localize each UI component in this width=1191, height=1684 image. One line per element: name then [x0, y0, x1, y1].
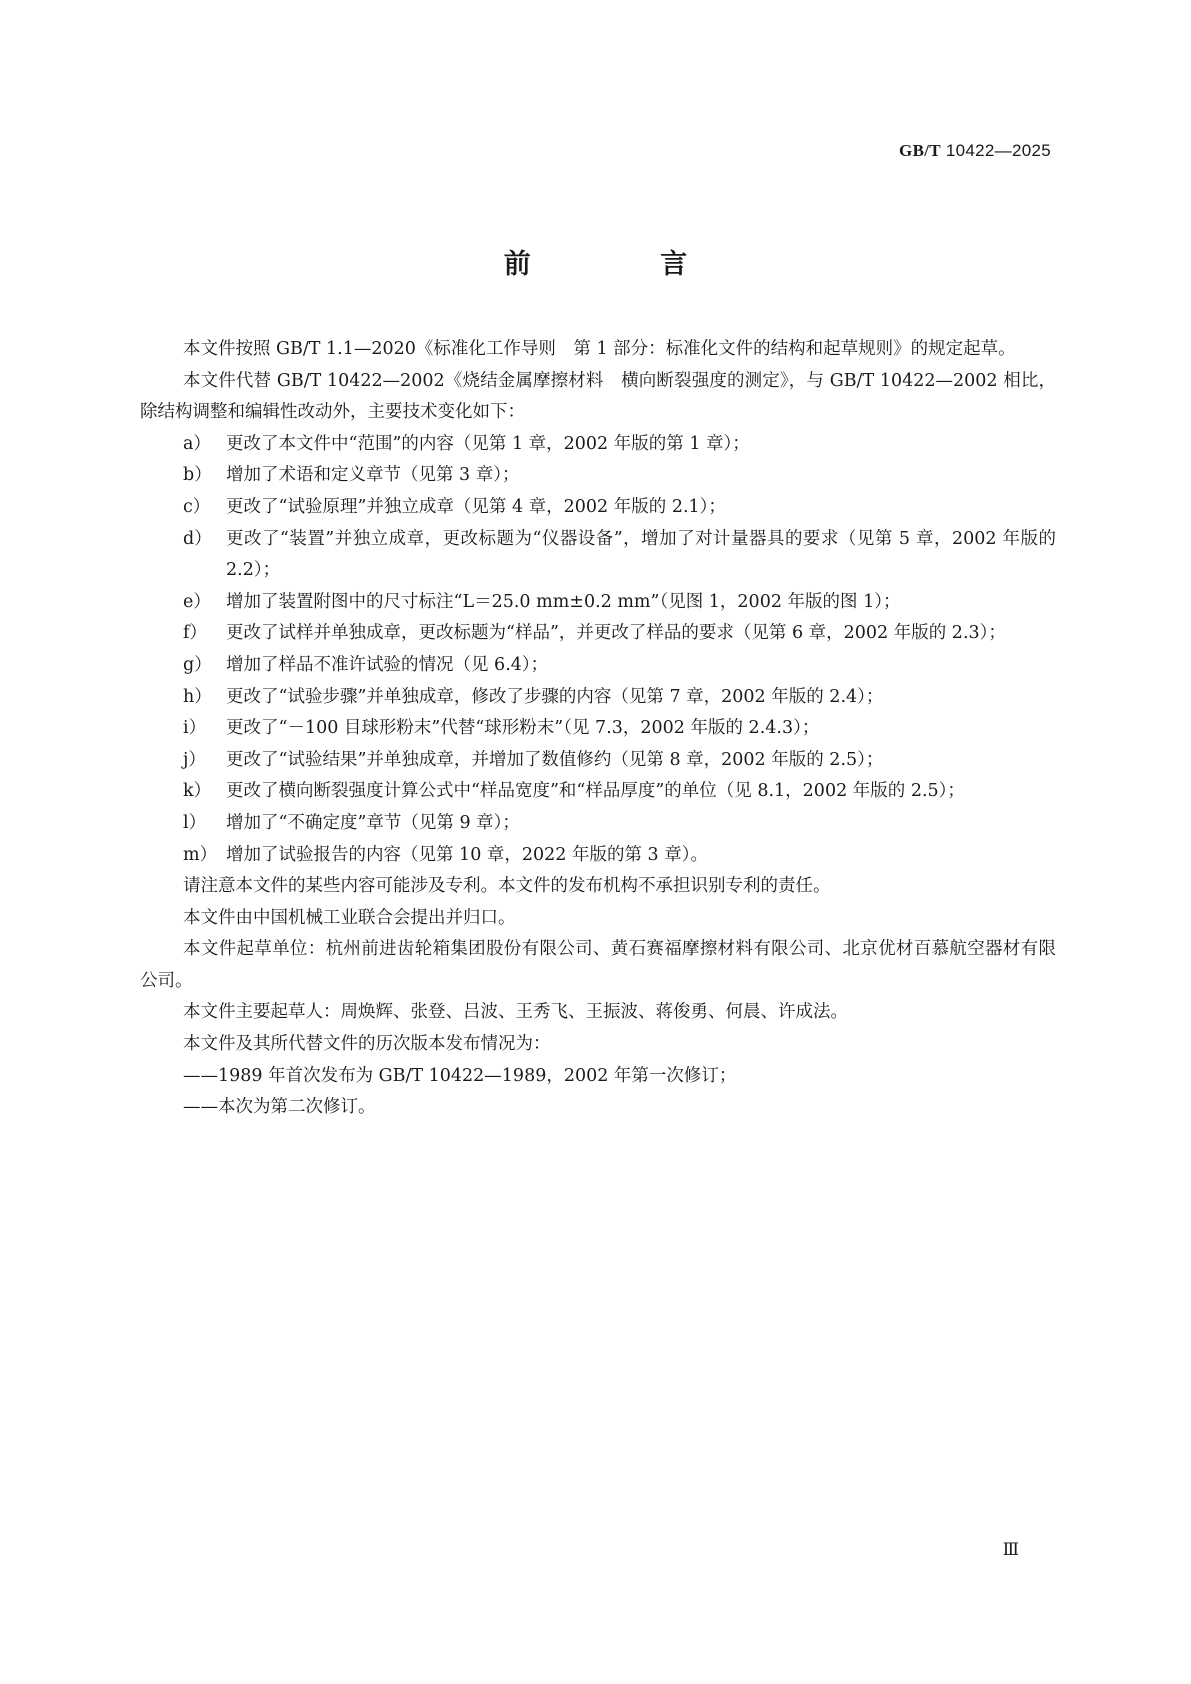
list-item-label: d） — [183, 528, 212, 549]
paragraph-patent-notice: 请注意本文件的某些内容可能涉及专利。本文件的发布机构不承担识别专利的责任。 — [183, 876, 831, 897]
list-item — [140, 682, 1056, 714]
list-item — [140, 460, 1056, 492]
list-item-label: e） — [183, 591, 211, 612]
paragraph-proposer: 本文件由中国机械工业联合会提出并归口。 — [183, 907, 516, 928]
list-item-text: 更改了“－100 目球形粉末”代替“球形粉末”（见 7.3，2002 年版的 2.4.3）； — [226, 718, 820, 739]
list-item-label: m） — [183, 844, 218, 865]
list-item — [140, 429, 1056, 461]
list-item-text: 增加了试验报告的内容（见第 10 章，2022 年版的第 3 章）。 — [226, 844, 709, 865]
standard-code-prefix: GB/T — [899, 141, 941, 160]
list-item-text: 增加了“不确定度”章节（见第 9 章）； — [226, 812, 520, 833]
changes-list — [140, 429, 1056, 871]
standard-code-number: 10422—2025 — [945, 141, 1051, 160]
list-item-label: k） — [183, 781, 212, 802]
paragraph-drafters: 本文件主要起草人：周焕辉、张登、吕波、王秀飞、王振波、蒋俊勇、何晨、许成法。 — [183, 1002, 848, 1023]
paragraph-drafting-units: 本文件起草单位：杭州前进齿轮箱集团股份有限公司、黄石赛福摩擦材料有限公司、北京优材百慕航空器材有限公司。 — [140, 939, 1056, 991]
list-item-label: i） — [183, 718, 207, 739]
list-item — [140, 840, 1056, 872]
list-item — [140, 524, 1056, 587]
document-body — [140, 334, 1056, 1124]
list-item-label: f） — [183, 623, 207, 644]
standard-code — [899, 141, 1051, 161]
history-item: ——本次为第二次修订。 — [183, 1097, 376, 1118]
list-item — [140, 587, 1056, 619]
list-item — [140, 713, 1056, 745]
list-item-text: 增加了装置附图中的尺寸标注“L＝25.0 mm±0.2 mm”（见图 1，2002 年版的图 1）； — [226, 591, 901, 612]
list-item — [140, 776, 1056, 808]
list-item-label: a） — [183, 433, 211, 454]
list-item-label: c） — [183, 496, 211, 517]
list-item-text: 更改了“试验结果”并单独成章，并增加了数值修约（见第 8 章，2002 年版的 2.5）； — [226, 749, 884, 770]
list-item-text: 增加了术语和定义章节（见第 3 章）； — [226, 465, 520, 486]
list-item-text: 更改了横向断裂强度计算公式中“样品宽度”和“样品厚度”的单位（见 8.1，2002 年版的 2.5）； — [226, 781, 965, 802]
list-item-text: 更改了试样并单独成章，更改标题为“样品”，并更改了样品的要求（见第 6 章，2002 年版的 2.3）； — [226, 623, 1006, 644]
page-title: 前 言 — [503, 249, 748, 280]
list-item — [140, 745, 1056, 777]
paragraph-history-intro: 本文件及其所代替文件的历次版本发布情况为： — [183, 1034, 551, 1055]
list-item-label: h） — [183, 686, 212, 707]
list-item — [140, 808, 1056, 840]
list-item-label: l） — [183, 812, 207, 833]
paragraph-replacement: 本文件代替 GB/T 10422—2002《烧结金属摩擦材料 横向断裂强度的测定》，与 GB/T 10422—2002 相比，除结构调整和编辑性改动外，主要技术变化如下： — [140, 370, 1056, 423]
list-item — [140, 492, 1056, 524]
list-item — [140, 650, 1056, 682]
list-item-label: g） — [183, 654, 212, 675]
history-item: ——1989 年首次发布为 GB/T 10422—1989，2002 年第一次修订； — [183, 1065, 737, 1086]
paragraph-drafting-rules: 本文件按照 GB/T 1.1—2020《标准化工作导则 第 1 部分：标准化文件的结构和起草规则》的规定起草。 — [183, 339, 1016, 359]
list-item-text: 增加了样品不准许试验的情况（见 6.4）； — [226, 654, 549, 675]
list-item-text: 更改了“装置”并独立成章，更改标题为“仪器设备”，增加了对计量器具的要求（见第 5 章，2002 年版的 2.2）； — [226, 528, 1056, 581]
list-item-text: 更改了本文件中“范围”的内容（见第 1 章，2002 年版的第 1 章）； — [226, 433, 750, 454]
list-item-text: 更改了“试验步骤”并单独成章，修改了步骤的内容（见第 7 章，2002 年版的 2.4）； — [226, 686, 884, 707]
list-item-text: 更改了“试验原理”并独立成章（见第 4 章，2002 年版的 2.1）； — [226, 496, 726, 517]
page-number: Ⅲ — [1002, 1540, 1019, 1560]
list-item — [140, 618, 1056, 650]
list-item-label: b） — [183, 465, 212, 486]
list-item-label: j） — [183, 749, 206, 770]
